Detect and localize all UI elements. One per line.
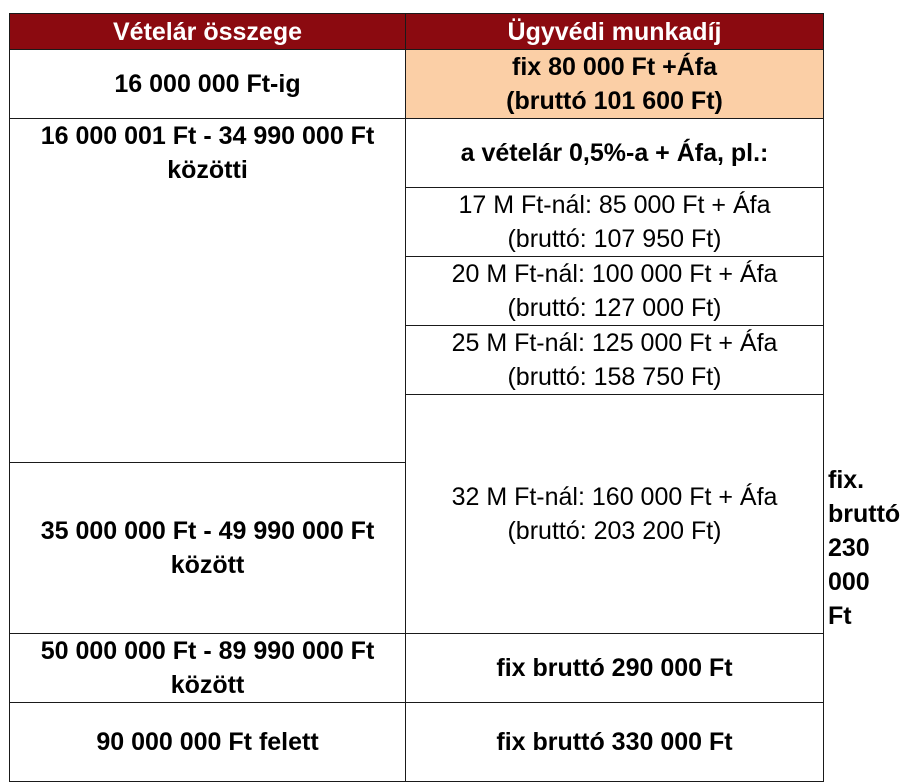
price-text: 90 000 000 Ft felett	[96, 728, 319, 756]
table-row	[10, 634, 824, 703]
header-fee: Ügyvédi munkadíj	[406, 14, 824, 50]
price-text: 35 000 000 Ft - 49 990 000 Ft	[40, 517, 375, 545]
example-gross-text: (bruttó: 127 000 Ft)	[507, 294, 722, 322]
example-text: 20 M Ft-nál: 100 000 Ft + Áfa	[451, 260, 778, 288]
price-text: 16 000 001 Ft - 34 990 000 Ft	[40, 122, 375, 150]
fee-text: fix bruttó 330 000 Ft	[496, 728, 733, 756]
fee-text: fix bruttó 290 000 Ft	[496, 654, 733, 682]
fee-cell	[406, 634, 824, 703]
price-cell	[10, 50, 406, 119]
price-cell	[10, 119, 406, 463]
example-cell	[406, 395, 824, 634]
fee-gross-text: (bruttó 101 600 Ft)	[506, 87, 723, 115]
example-gross-text: (bruttó: 158 750 Ft)	[507, 363, 722, 391]
price-cell	[10, 634, 406, 703]
price-cell	[10, 463, 406, 634]
header-row	[10, 14, 824, 50]
example-text: 17 M Ft-nál: 85 000 Ft + Áfa	[458, 191, 771, 219]
price-cell	[10, 703, 406, 782]
example-cell	[406, 188, 824, 257]
example-cell	[406, 257, 824, 326]
fee-cell	[406, 50, 824, 119]
fee-cell	[406, 119, 824, 188]
example-cell	[406, 326, 824, 395]
price-suffix: között	[170, 551, 245, 579]
fee-table	[9, 13, 900, 782]
fee-text: fix. bruttó 230 000 Ft	[828, 466, 900, 630]
example-text: 25 M Ft-nál: 125 000 Ft + Áfa	[451, 329, 778, 357]
fee-rule-text: a vételár 0,5%-a + Áfa, pl.:	[460, 139, 769, 167]
header-price: Vételár összege	[10, 14, 406, 50]
table-row	[10, 703, 824, 782]
fee-cell	[406, 703, 824, 782]
price-suffix: közötti	[167, 156, 248, 184]
example-gross-text: (bruttó: 203 200 Ft)	[507, 517, 722, 545]
example-gross-text: (bruttó: 107 950 Ft)	[507, 225, 722, 253]
price-text: 50 000 000 Ft - 89 990 000 Ft	[40, 637, 375, 665]
fee-text: fix 80 000 Ft +Áfa	[512, 53, 717, 81]
price-suffix: között	[170, 671, 245, 699]
table-row	[10, 50, 824, 119]
example-text: 32 M Ft-nál: 160 000 Ft + Áfa	[451, 483, 778, 511]
table-row	[10, 119, 824, 188]
price-text: 16 000 000 Ft-ig	[114, 70, 301, 98]
